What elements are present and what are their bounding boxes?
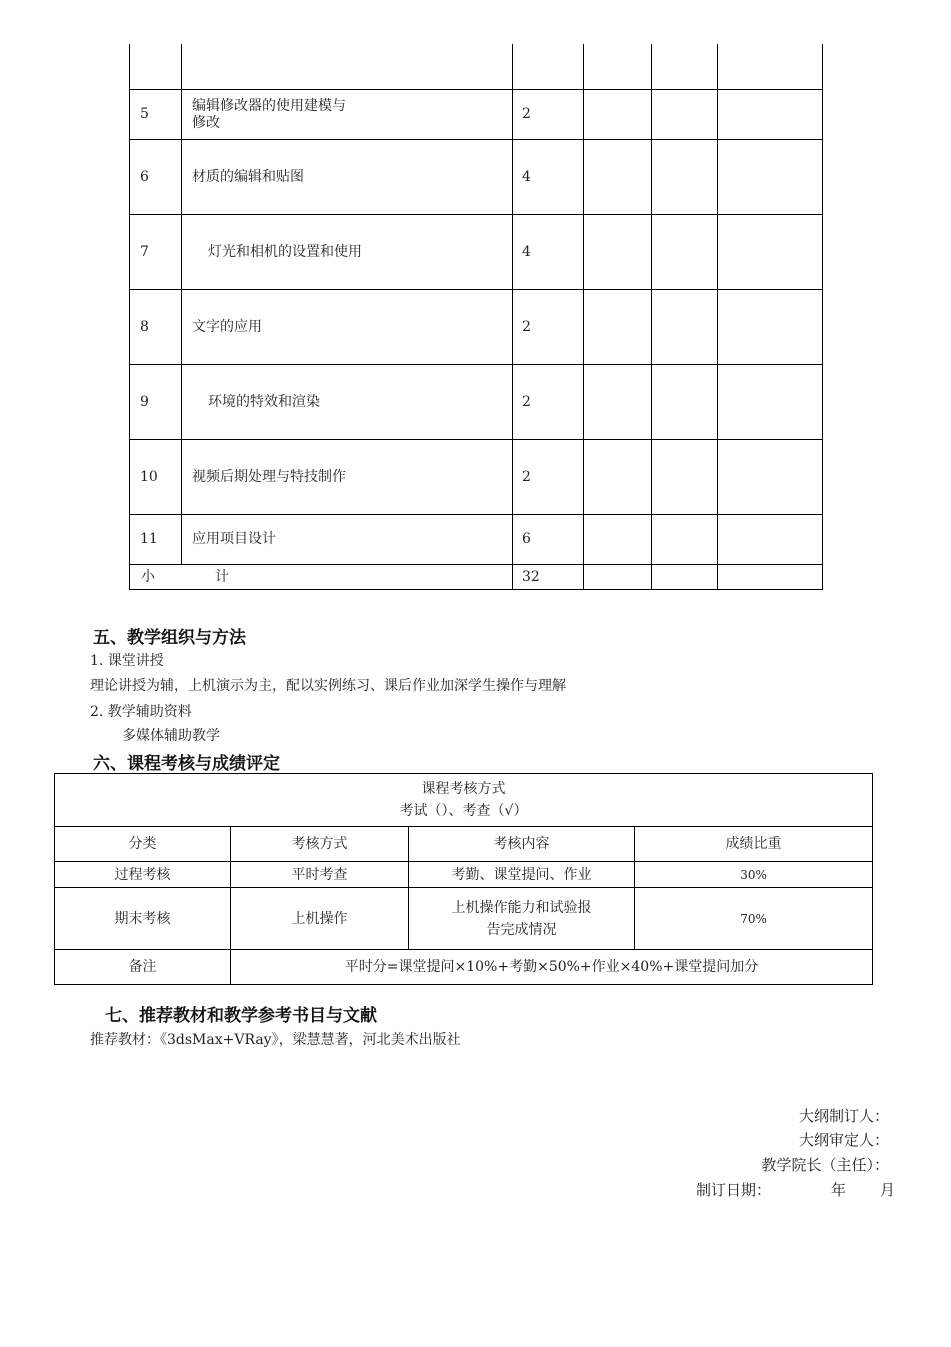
row-weight: 70%: [635, 888, 873, 950]
subtotal-row: [130, 565, 823, 590]
row-number: 8: [130, 290, 182, 365]
row-number: 7: [130, 215, 182, 290]
outline-reviewer-label: 大纲审定人：: [798, 1131, 889, 1149]
row-method: 上机操作: [231, 888, 409, 950]
row-hours: 2: [513, 365, 584, 440]
section5-item2-title: 2. 教学辅助资料: [90, 704, 192, 720]
header-content: 考核内容: [409, 827, 635, 862]
table-row: [55, 888, 873, 950]
row-number: 5: [130, 90, 182, 140]
row-topic: 灯光和相机的设置和使用: [182, 215, 513, 290]
row-weight: 30%: [635, 862, 873, 888]
row-content: 考勤、课堂提问、作业: [409, 862, 635, 888]
row-topic: 编辑修改器的使用建模与 修改: [182, 90, 513, 140]
row-category: 期末考核: [55, 888, 231, 950]
table-row: [130, 90, 823, 140]
table-header-row: [55, 827, 873, 862]
table-row: [130, 140, 823, 215]
section6-heading: 六、课程考核与成绩评定: [93, 754, 280, 774]
date-year: 年: [831, 1181, 847, 1199]
section5-item1-title: 1. 课堂讲授: [90, 653, 164, 669]
row-hours: 6: [513, 515, 584, 565]
assessment-table: [54, 773, 873, 985]
dean-label: 教学院长（主任）：: [761, 1156, 889, 1174]
row-hours: 4: [513, 140, 584, 215]
row-topic: 文字的应用: [182, 290, 513, 365]
row-hours: 4: [513, 215, 584, 290]
table-row: [55, 862, 873, 888]
schedule-table: [129, 44, 823, 590]
row-number: 6: [130, 140, 182, 215]
subtotal-label: 小 计: [130, 565, 513, 590]
table-row: [55, 950, 873, 985]
header-method: 考核方式: [231, 827, 409, 862]
row-method: 平时考查: [231, 862, 409, 888]
row-hours: 2: [513, 440, 584, 515]
row-category: 过程考核: [55, 862, 231, 888]
row-content: 上机操作能力和试验报 告完成情况: [409, 888, 635, 950]
header-category: 分类: [55, 827, 231, 862]
date-month: 月: [880, 1181, 896, 1199]
section7-heading: 七、推荐教材和教学参考书目与文献: [105, 1006, 377, 1026]
note-label: 备注: [55, 950, 231, 985]
table-row: [55, 774, 873, 827]
row-number: 10: [130, 440, 182, 515]
section5-item2-text: 多媒体辅助教学: [122, 728, 220, 744]
assessment-method-cell: 课程考核方式 考试（）、考查（√）: [55, 774, 873, 827]
table-row: [130, 215, 823, 290]
row-hours: 2: [513, 290, 584, 365]
date-label: 制订日期：: [696, 1181, 772, 1199]
row-number: 9: [130, 365, 182, 440]
table-row: [130, 515, 823, 565]
row-hours: 2: [513, 90, 584, 140]
row-topic: 视频后期处理与特技制作: [182, 440, 513, 515]
table-row: [130, 44, 823, 90]
table-row: [130, 290, 823, 365]
row-topic: 应用项目设计: [182, 515, 513, 565]
row-topic: 环境的特效和渲染: [182, 365, 513, 440]
row-topic: 材质的编辑和贴图: [182, 140, 513, 215]
outline-maker-label: 大纲制订人：: [798, 1107, 889, 1125]
header-weight: 成绩比重: [635, 827, 873, 862]
note-text: 平时分=课堂提问×10%+考勤×50%+作业×40%+课堂提问加分: [231, 950, 873, 985]
table-row: [130, 365, 823, 440]
row-number: 11: [130, 515, 182, 565]
section5-heading: 五、教学组织与方法: [93, 628, 246, 648]
section7-text: 推荐教材：《3dsMax+VRay》，梁慧慧著，河北美术出版社: [90, 1032, 461, 1048]
subtotal-hours: 32: [513, 565, 584, 590]
table-row: [130, 440, 823, 515]
section5-item1-text: 理论讲授为辅，上机演示为主，配以实例练习、课后作业加深学生操作与理解: [90, 678, 566, 694]
